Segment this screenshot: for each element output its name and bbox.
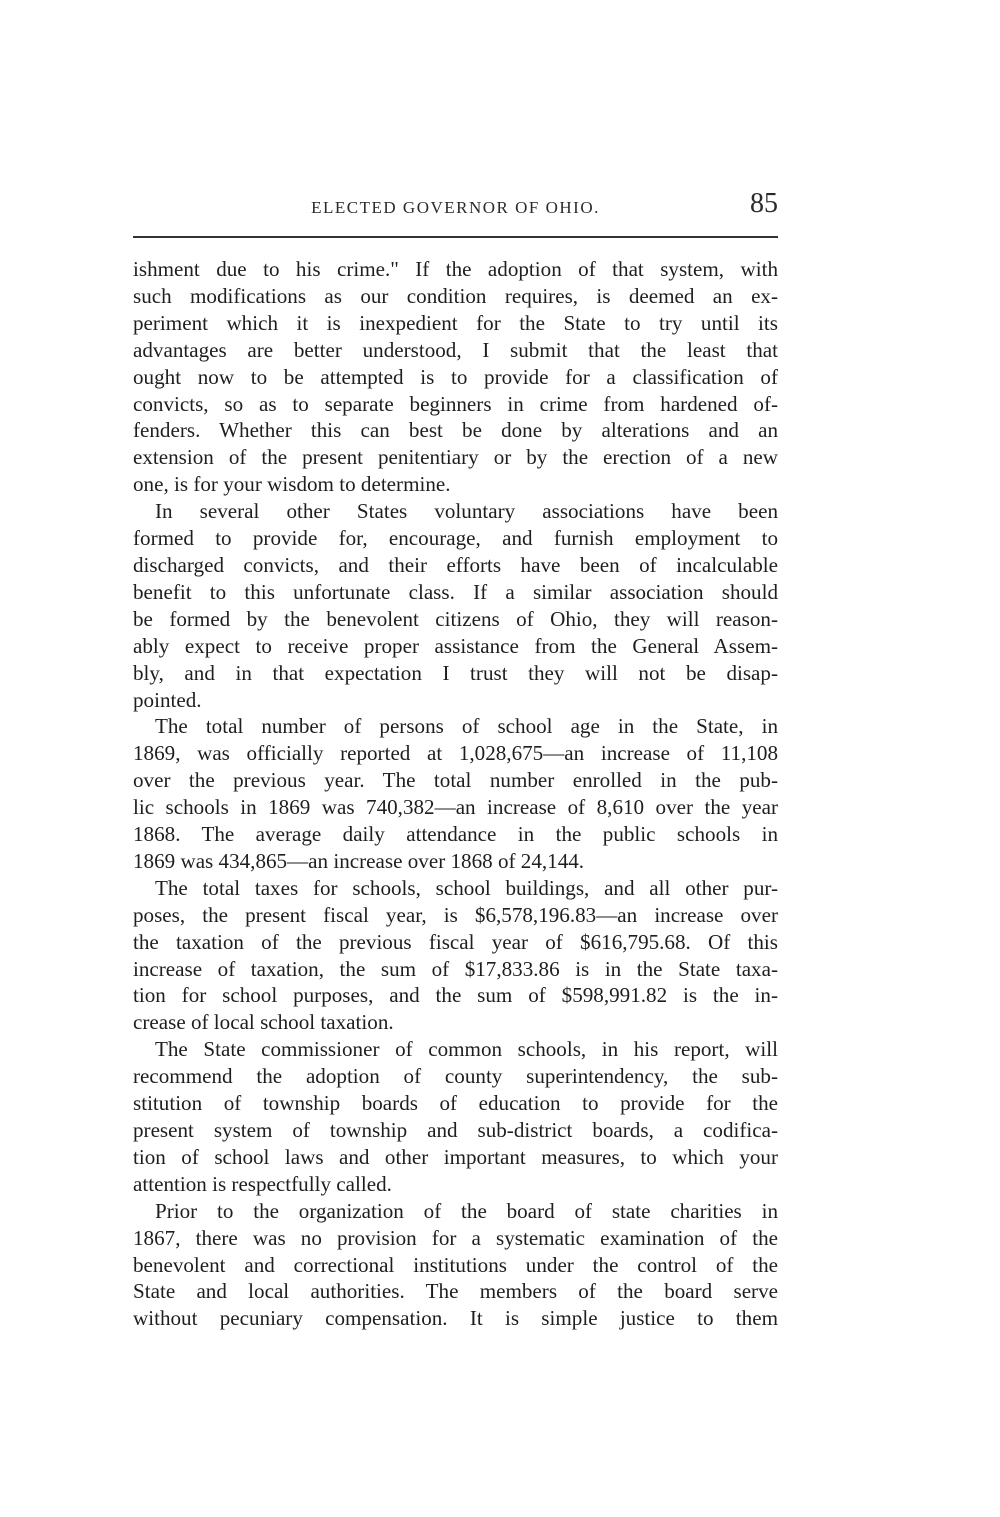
- paragraph: [133, 1036, 778, 1197]
- text-line: stitution of township boards of education to provide for the: [133, 1091, 778, 1116]
- text-line: be formed by the benevolent citizens of Ohio, they will reason-: [133, 606, 778, 631]
- text-line: such modifications as our condition requires, is deemed an ex-: [133, 283, 778, 308]
- text-line: 1869 was 434,865—an increase over 1868 of 24,144.: [133, 848, 585, 873]
- text-line: benevolent and correctional institutions under the control of the: [133, 1252, 778, 1277]
- paragraph: [133, 256, 778, 498]
- text-line: convicts, so as to separate beginners in crime from hardened of-: [133, 391, 778, 416]
- text-line: tion of school laws and other important measures, to which your: [133, 1144, 778, 1169]
- text-line: the taxation of the previous fiscal year of $616,795.68. Of this: [133, 929, 778, 954]
- text-line: discharged convicts, and their efforts have been of incalculable: [133, 552, 778, 577]
- text-line: 1868. The average daily attendance in the public schools in: [133, 822, 778, 847]
- text-line: periment which it is inexpedient for the State to try until its: [133, 310, 778, 335]
- text-line: Prior to the organization of the board of state charities in: [155, 1198, 778, 1223]
- text-line: ought now to be attempted is to provide for a classification of: [133, 364, 778, 389]
- header-rule: [133, 236, 778, 238]
- text-line: without pecuniary compensation. It is simple justice to them: [133, 1306, 778, 1331]
- text-line: recommend the adoption of county superintendency, the sub-: [133, 1064, 778, 1089]
- text-line: The total number of persons of school age in the State, in: [155, 714, 778, 739]
- text-line: present system of township and sub-district boards, a codifica-: [133, 1118, 778, 1142]
- text-line: poses, the present fiscal year, is $6,578,196.83—an increase over: [133, 902, 778, 927]
- text-line: lic schools in 1869 was 740,382—an increase of 8,610 over the year: [133, 795, 778, 820]
- text-line: formed to provide for, encourage, and furnish employment to: [133, 526, 778, 551]
- text-line: The State commissioner of common schools, in his report, will: [155, 1037, 778, 1062]
- text-line: The total taxes for schools, school buildings, and all other pur-: [155, 875, 778, 900]
- text-line: extension of the present penitentiary or by the erection of a new: [133, 445, 778, 470]
- text-line: ishment due to his crime." If the adoption of that system, with: [133, 257, 778, 281]
- text-line: In several other States voluntary associations have been: [155, 499, 778, 524]
- text-line: bly, and in that expectation I trust they will not be disap-: [133, 660, 778, 685]
- paragraph: [133, 713, 778, 874]
- page-number: 85: [750, 188, 778, 219]
- text-line: over the previous year. The total number enrolled in the pub-: [133, 768, 778, 793]
- text-line: benefit to this unfortunate class. If a similar association should: [133, 579, 778, 604]
- text-line: increase of taxation, the sum of $17,833.86 is in the State taxa-: [133, 956, 778, 981]
- text-line: 1867, there was no provision for a systematic examination of the: [133, 1225, 778, 1250]
- running-head: [133, 186, 778, 226]
- text-line: attention is respectfully called.: [133, 1171, 392, 1196]
- text-line: crease of local school taxation.: [133, 1010, 394, 1035]
- text-line: pointed.: [133, 687, 202, 712]
- text-line: advantages are better understood, I submit that the least that: [133, 337, 778, 362]
- paragraph: [133, 498, 778, 713]
- paragraph: [133, 875, 778, 1036]
- body-text: [133, 256, 778, 1332]
- text-line: ably expect to receive proper assistance from the General Assem-: [133, 633, 778, 658]
- text-line: tion for school purposes, and the sum of $598,991.82 is the in-: [133, 983, 778, 1008]
- text-line: fenders. Whether this can best be done by alterations and an: [133, 418, 778, 443]
- text-line: one, is for your wisdom to determine.: [133, 472, 451, 497]
- running-head-title: ELECTED GOVERNOR OF OHIO.: [311, 198, 600, 217]
- paragraph: [133, 1198, 778, 1333]
- text-line: State and local authorities. The members of the board serve: [133, 1279, 778, 1304]
- text-line: 1869, was officially reported at 1,028,675—an increase of 11,108: [133, 741, 778, 766]
